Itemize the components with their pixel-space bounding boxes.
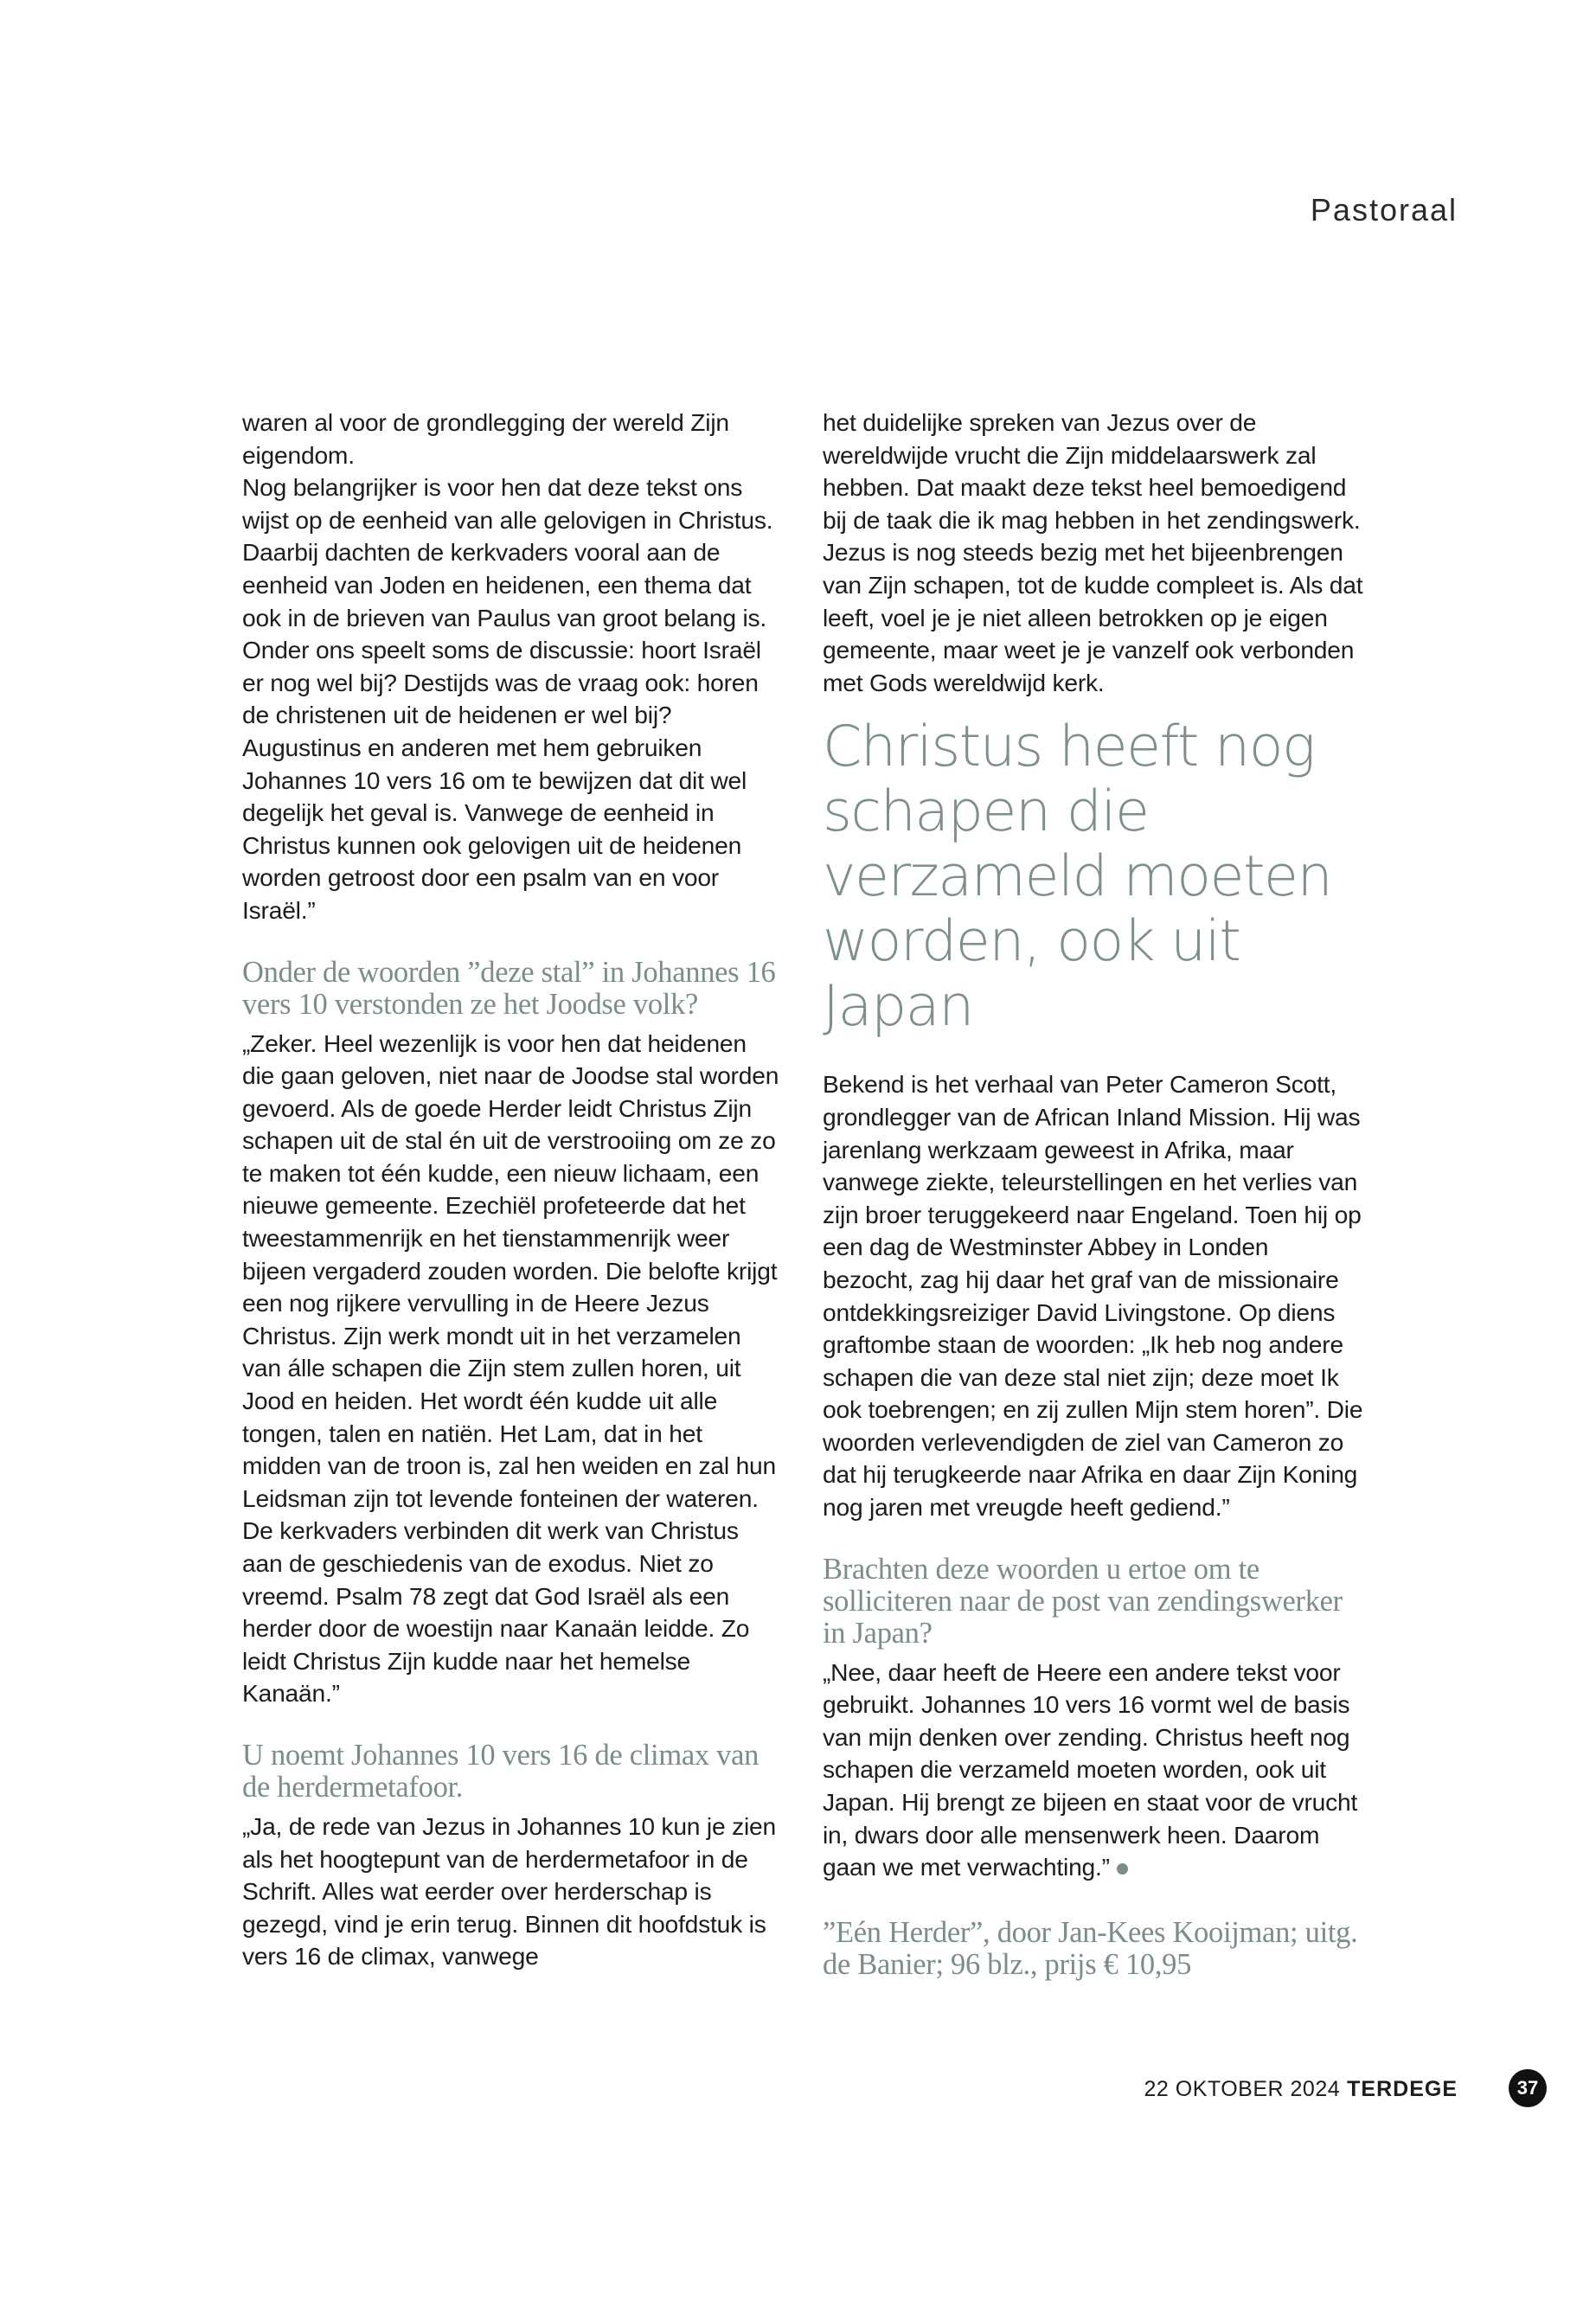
end-bullet-icon (1117, 1863, 1128, 1875)
body-paragraph: Nog belangrijker is voor hen dat deze tekst ons wijst op de eenheid van alle gelovigen in Christus. Daarbij dachten de kerkvaders vooral aan de eenheid van Joden en heidenen, een thema dat ook in de brieven van Paulus van groot belang is. Onder ons speelt soms de discussie: hoort Israël er nog wel bij? Destijds was de vraag ook: horen de christenen uit de heidenen er wel bij? Augustinus en anderen met hem gebruiken Johannes 10 vers 16 om te bewijzen dat dit wel degelijk het geval is. Vanwege de eenheid in Christus kunnen ook gelovigen uit de heidenen worden getroost door een psalm van en voor Israël.” (242, 473, 773, 924)
left-column (242, 407, 783, 1973)
body-paragraph: het duidelijke spreken van Jezus over de wereldwijde vrucht die Zijn middelaarswerk zal hebben. Dat maakt deze tekst heel bemoedigend bij de taak die ik mag hebben in het zendingswerk. Jezus is nog steeds bezig met het bijeenbrengen van Zijn schapen, tot de kudde compleet is. Als dat leeft, voel je je niet alleen betrokken op je eigen gemeente, maar weet je je vanzelf ook verbonden met Gods wereldwijd kerk. (823, 408, 1363, 696)
magazine-brand: TERDEGE (1347, 2077, 1458, 2101)
answer-text: „Nee, daar heeft de Heere een andere tekst voor gebruikt. Johannes 10 vers 16 vormt wel de basis van mijn denken over zending. Christus heeft nog schapen die verzameld moeten worden, ook uit Japan. Hij brengt ze bijeen en staat voor de vrucht in, dwars door alle mensenwerk heen. Daarom gaan we met verwachting.” (823, 1657, 1358, 1881)
body-paragraph: Bekend is het verhaal van Peter Cameron Scott, grondlegger van de African Inland Mission. Hij was jarenlang werkzaam geweest in Afrika, maar vanwege ziekte, teleurstellingen en het verlies van zijn broer teruggekeerd naar Engeland. Toen hij op een dag de Westminster Abbey in Londen bezocht, zag hij daar het graf van de missionaire ontdekkingsreiziger David Livingstone. Op diens graftombe staan de woorden: „Ik heb nog andere schapen die van deze stal niet zijn; deze moet Ik ook toebrengen; en zij zullen Mijn stem horen”. Die woorden verlevendigden de ziel van Cameron zo dat hij terugkeerde naar Afrika en daar Zijn Koning nog jaren met vreugde heeft gediend.” (823, 1070, 1363, 1522)
section-label: Pastoraal (1310, 192, 1458, 228)
interview-answer: „Ja, de rede van Jezus in Johannes 10 kun je zien als het hoogtepunt van de herdermetafoor in de Schrift. Alles wat eerder over herderschap is gezegd, vind je erin terug. Binnen dit hoofdstuk is vers 16 de climax, vanwege (242, 1811, 776, 1971)
interview-question: U noemt Johannes 10 vers 16 de climax van de herdermetafoor. (242, 1738, 760, 1804)
footer (1144, 2077, 1458, 2102)
right-column (823, 407, 1363, 1981)
interview-answer: „Zeker. Heel wezenlijk is voor hen dat heidenen die gaan geloven, niet naar de Joodse stal worden gevoerd. Als de goede Herder leidt Christus Zijn schapen uit de stal én uit de verstrooiing om ze zo te maken tot één kudde, een nieuw lichaam, een nieuwe gemeente. Ezechiël profeteerde dat het tweestammenrijk en het tienstammenrijk weer bijeen vergaderd zouden worden. Die belofte krijgt een nog rijkere vervulling in de Heere Jezus Christus. Zijn werk mondt uit in het verzamelen van álle schapen die Zijn stem zullen horen, uit Jood en heiden. Het wordt één kudde uit alle tongen, talen en natiën. Het Lam, dat in het midden van de troon is, zal hen weiden en zal hun Leidsman zijn tot levende fonteinen der wateren. De kerkvaders verbinden dit werk van Christus aan de geschiedenis van de exodus. Niet zo vreemd. Psalm 78 zegt dat God Israël als een herder door de woestijn naar Kanaän leidde. Zo leidt Christus Zijn kudde naar het hemelse Kanaän.” (242, 1029, 779, 1708)
body-paragraph: waren al voor de grondlegging der wereld Zijn eigendom. (242, 408, 729, 469)
interview-question: Onder de woorden ”deze stal” in Johannes 16 vers 10 verstonden ze het Joodse volk? (242, 955, 776, 1021)
book-info: ”Eén Herder”, door Jan-Kees Kooijman; uitg. de Banier; 96 blz., prijs € 10,95 (823, 1915, 1358, 1981)
pull-quote: Christus heeft nog schapen die verzameld moeten worden, ook uit Japan (823, 715, 1332, 1040)
interview-question: Brachten deze woorden u ertoe om te solliciteren naar de post van zendingswerker in Japan? (823, 1552, 1343, 1650)
issue-date: 22 OKTOBER 2024 (1144, 2077, 1341, 2101)
page-number-badge: 37 (1509, 2069, 1547, 2107)
interview-answer (823, 1657, 1363, 1884)
